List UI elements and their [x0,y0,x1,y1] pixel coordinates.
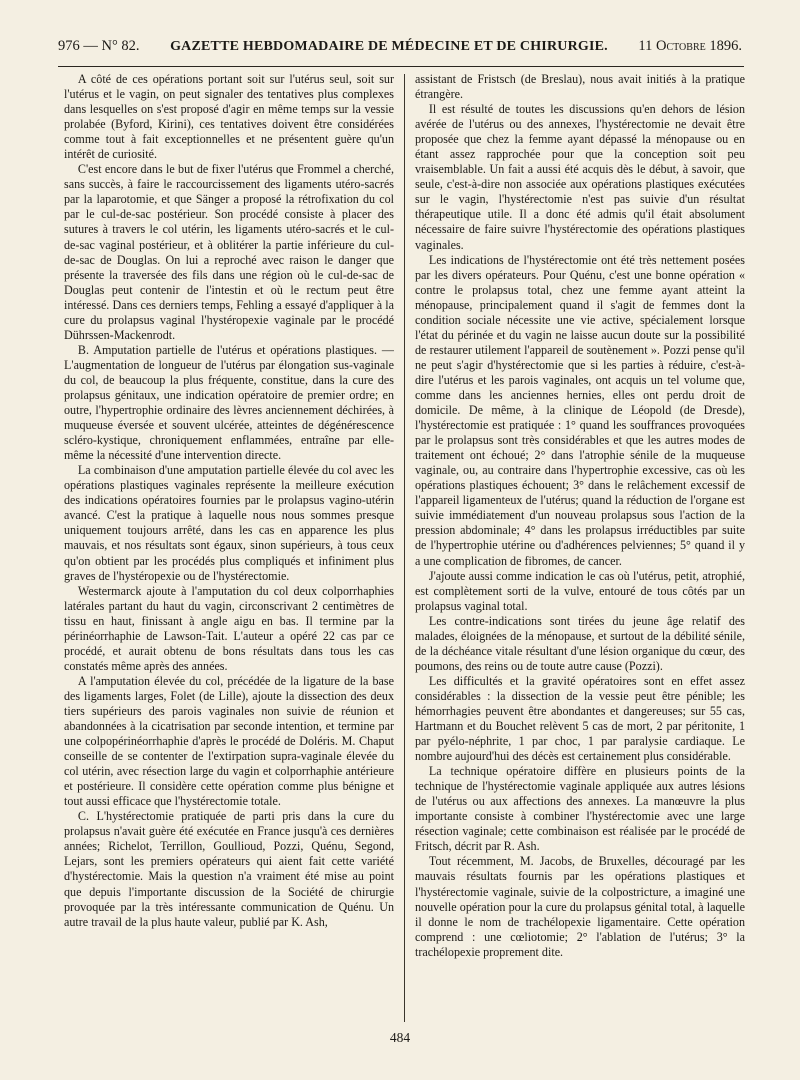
page-folio: 484 [389,1030,411,1045]
issue-date: 11 Octobre 1896. [638,38,742,54]
running-header [58,38,742,60]
paragraph: C. L'hystérectomie pratiquée de parti pris dans la cure du prolapsus n'avait guère été exécutée en France jusqu'à ces dernières années; Richelot, Terrillon, Goullioud, Pozzi, Quénu, Segond, Lejars, sont les premiers opérateurs qui aient fait cette variété d'hystérectomie. Mais la question n'a vraiment été mise au point que depuis l'importante discussion de la Société de chirurgie provoquée par la très intéressante communication de Quénu. Un autre travail de la plus haute valeur, publié par K. Ash, [64,809,394,929]
right-column [415,72,745,1022]
paragraph: Westermarck ajoute à l'amputation du col deux colporrhaphies latérales partant du haut du vagin, circonscrivant 2 centimètres de tissu en haut, finissant à angle aigu en bas. Il termine par la périnéorrhaphie de Lawson-Tait. L'auteur a opéré 22 cas par ce procédé, et aurait obtenu de bons résultats dans tous les cas constatés même après des années. [64,583,394,673]
paragraph: La technique opératoire diffère en plusieurs points de la technique de l'hystérectomie vaginale appliquée aux autres lésions de l'utérus ou aux affections des annexes. La manœuvre la plus importante consiste à combiner l'hystérectomie avec une large résection vaginale; cette combinaison est réalisée par le procédé de Fritsch, décrit par R. Ash. [415,764,745,854]
left-column [64,72,394,1022]
paragraph: A côté de ces opérations portant soit sur l'utérus seul, soit sur l'utérus et le vagin, on peut signaler des tentatives plus complexes dans lesquelles on s'est proposé d'agir en même temps sur la vessie prolabée (Byford, Kirini), ces tentatives doivent être considérées comme tout à fait exceptionnelles et ne présentent guère qu'un intérêt de curiosité. [64,72,394,162]
paragraph: La combinaison d'une amputation partielle élevée du col avec les opérations plastiques vaginales représente la meilleure exécution des indications opératoires fournies par le prolapsus vagino-utérin avancé. C'est la pratique à laquelle nous nous sommes presque uniquement toujours arrêté, dans les cas en apparence les plus mauvais, et nos résultats sont égaux, sinon supérieurs, à tous ceux qu'on obtient par les procédés plus compliqués et infiniment plus graves de l'hystéropexie ou de l'hystérectomie. [64,463,394,583]
header-rule [58,66,744,67]
paragraph: Tout récemment, M. Jacobs, de Bruxelles, découragé par les mauvais résultats fournis par les opérations plastiques et l'hystérectomie vaginale, suivie de la colpostricture, a imaginé une nouvelle opération pour la cure du prolapsus génital total, à laquelle il donne le nom de trachélopexie ligamentaire. Cette opération comprend : une cœliotomie; 2° l'ablation de l'utérus; 3° la trachélopexie proprement dite. [415,854,745,959]
paragraph-continuation: assistant de Fristsch (de Breslau), nous avait initiés à la pratique étrangère. [415,72,745,102]
column-divider [404,74,405,1022]
paragraph: Il est résulté de toutes les discussions qu'en dehors de lésion avérée de l'utérus ou des annexes, l'hystérectomie ne devait être proposée que chez la femme ayant dépassé la ménopause ou en étant assez rapprochée pour que la conception soit peu vraisemblable. Un fait a aussi été acquis dès le début, à savoir, que seule, c'est-à-dire non associée aux opérations plastiques exécutées sur le vagin, l'hystérectomie n'est pas suivie d'un résultat thérapeutique utile. Il a donc été admis qu'il était absolument nécessaire de faire suivre l'hystérectomie des opérations plastiques vaginales. [415,102,745,252]
paragraph: B. Amputation partielle de l'utérus et opérations plastiques. — L'augmentation de longueur de l'utérus par élongation sus-vaginale du col, de beaucoup la plus fréquente, constitue, dans la cure des prolapsus génitaux, une indication opératoire de premier ordre; en outre, l'hypertrophie ordinaire des lèvres anciennement déchirées, à muqueuse éversée et souvent ulcérée, atteintes de dégénérescence scléro-kystique, chroniquement enflammées, entraîne par elle-même la nécessité d'une intervention directe. [64,342,394,463]
journal-title: GAZETTE HEBDOMADAIRE DE MÉDECINE ET DE CHIRURGIE. [170,39,608,54]
paragraph: J'ajoute aussi comme indication le cas où l'utérus, petit, atrophié, est complètement sorti de la vulve, entouré de tous côtés par un prolapsus vaginal total. [415,568,745,613]
paragraph: A l'amputation élevée du col, précédée de la ligature de la base des ligaments larges, Folet (de Lille), ajoute la dissection des deux tiers supérieurs des parois vaginales non suivie de réunion et abandonnées à la cicatrisation par seconde intention, et termine par une colpopérinéorrhaphie d'après le procédé de Doléris. M. Chaput conseille de se contenter de l'extirpation supra-vaginale élevée du col utérin, avec résection large du vagin et colporrhaphie antérieure et postérieure. Il considère cette opération comme plus bénigne et tout aussi efficace que l'hystérectomie totale. [64,673,394,809]
page-issue-number: 976 — N° 82. [58,38,140,54]
paragraph: Les indications de l'hystérectomie ont été très nettement posées par les divers opérateurs. Pour Quénu, c'est une bonne opération « contre le prolapsus total, chez une femme ayant atteint la ménopause, principalement quand il s'agit de femmes dont la condition sociale nécessite une vie active, spécialement lorsque l'état du périnée et du vagin ne laisse aucun doute sur la possibilité de restaurer utilement l'appareil de soutènement ». Pozzi pense qu'il ne peut s'agir d'hystérectomie que si les parties à réduire, c'est-à-dire l'utérus et les parois vaginales, ont acquis un tel volume que, comme dans les anciennes hernies, elles ont perdu droit de domicile. De même, à la clinique de Léopold (de Dresde), l'hystérectomie est pratiquée : 1° quand les souffrances provoquées par le prolapsus sont très considérables et que les autres modes de traitement ont échoué; 2° dans l'atrophie sénile de la muqueuse vaginale, ou, au contraire dans l'hypertrophie excessive, cas où les opérations plastiques échouent; 3° dans le relâchement excessif de l'appareil ligamenteux de l'utérus; quand la réduction de l'organe est suivie immédiatement d'un nouveau prolapsus sous l'action de la pression abdominale; 4° dans les prolapsus irréductibles par suite de l'hypertrophie utérine ou d'adhérences pelviennes; 5° quand il y a une complication de fibromes, de cancer. [415,252,745,568]
paragraph: Les difficultés et la gravité opératoires sont en effet assez considérables : la dissection de la vessie peut être pénible; les hémorrhagies peuvent être abondantes et dangereuses; sur 55 cas, Hartmann et du Bouchet relèvent 5 cas de mort, 2 par péritonite, 1 par pyélo-néphrite, 1 par choc, 1 par paralysie cardiaque. Le nombre aujourd'hui des décès est certainement plus considérable. [415,673,745,764]
paragraph: C'est encore dans le but de fixer l'utérus que Frommel a cherché, sans succès, à faire le raccourcissement des ligaments utéro-sacrés par la laparotomie, et que Sänger a proposé la rétrofixation du col par le cul-de-sac postérieur. Son procédé consiste à placer des sutures à travers le col utérin, les ligaments utéro-sacrés et le cul-de-sac vaginal postérieur, et à oblitérer la partie inférieure du cul-de-sac de Douglas. On lui a reproché avec raison le danger que présente la traversée des fils dans une région où le cul-de-sac de Douglas peut contenir de l'intestin et où le rectum peut être intéressé. Dans ces derniers temps, Fehling a essayé d'appliquer à la cure du prolapsus vaginal l'hystéropexie vaginale par le procédé Dührssen-Mackenrodt. [64,162,394,342]
paragraph: Les contre-indications sont tirées du jeune âge relatif des malades, éloignées de la ménopause, et surtout de la débilité sénile, de la déchéance vitale résultant d'une lésion organique du cœur, des poumons, des reins ou de toute autre cause (Pozzi). [415,613,745,673]
